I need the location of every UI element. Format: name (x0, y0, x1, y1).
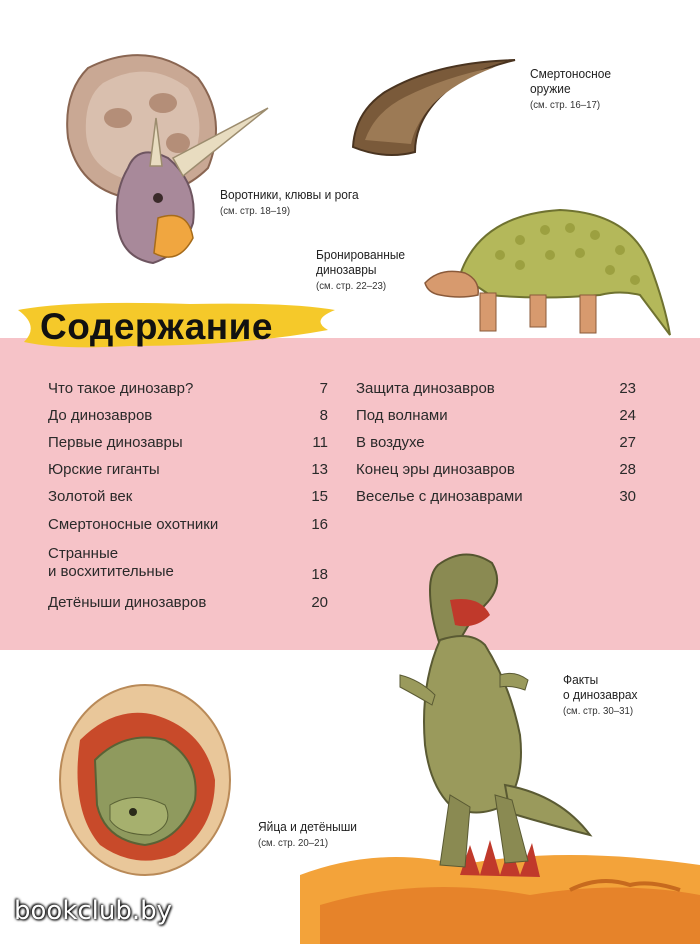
caption-weapon (530, 66, 611, 113)
toc-item[interactable] (48, 545, 174, 581)
contents-heading: Содержание (40, 306, 273, 347)
egg-hatchling-illustration (55, 680, 235, 880)
toc-item[interactable]: Золотой век (48, 488, 133, 505)
caption-frills-title: Воротники, клювы и рога (220, 187, 359, 202)
toc-page-number: 20 (311, 594, 328, 611)
toc-page-number: 11 (312, 434, 328, 451)
toc-item[interactable]: Юрские гиганты (48, 461, 160, 478)
toc-page-number: 30 (619, 488, 636, 505)
toc-page-number: 28 (619, 461, 636, 478)
caption-eggs-title: Яйца и детёныши (258, 819, 357, 834)
toc-page-number: 27 (619, 434, 636, 451)
toc-page-number: 13 (311, 461, 328, 478)
toc-page-number: 8 (319, 407, 328, 424)
toc-page-number: 23 (619, 380, 636, 397)
toc-item[interactable]: Веселье с динозаврами (356, 488, 523, 505)
toc-page-number: 24 (619, 407, 636, 424)
toc-item[interactable]: Конец эры динозавров (356, 461, 515, 478)
toc-item[interactable]: Под волнами (356, 407, 448, 424)
toc-page-number: 18 (311, 566, 328, 583)
tyrannosaurus-illustration (300, 545, 700, 944)
caption-eggs-ref: (см. стр. 20–21) (258, 837, 329, 849)
toc-item[interactable]: Детёныши динозавров (48, 594, 207, 611)
caption-weapon-ref: (см. стр. 16–17) (530, 99, 601, 111)
toc-page-number: 7 (319, 380, 328, 397)
toc-item-line2: и восхитительные (48, 563, 174, 580)
caption-facts-line2: о динозаврах (563, 687, 638, 702)
triceratops-illustration (58, 48, 278, 276)
caption-weapon-line1: Смертоносное (530, 66, 612, 81)
toc-page-number: 15 (311, 488, 328, 505)
caption-armored (316, 247, 405, 294)
toc-item-line1: Странные (48, 545, 119, 562)
toc-item[interactable]: До динозавров (48, 407, 153, 424)
armored-dinosaur-illustration (420, 195, 675, 345)
toc-item[interactable]: В воздухе (356, 434, 425, 451)
caption-facts-line1: Факты (563, 672, 599, 687)
toc-item[interactable]: Защита динозавров (356, 380, 495, 397)
caption-frills (220, 187, 359, 219)
toc-item[interactable]: Смертоносные охотники (48, 516, 219, 533)
caption-facts-ref: (см. стр. 30–31) (563, 705, 634, 717)
caption-armored-line2: динозавры (316, 262, 377, 277)
toc-item[interactable]: Первые динозавры (48, 434, 183, 451)
watermark: bookclub.by (14, 896, 173, 926)
toc-page-number: 16 (311, 516, 328, 533)
caption-armored-ref: (см. стр. 22–23) (316, 280, 387, 292)
caption-frills-ref: (см. стр. 18–19) (220, 205, 291, 217)
caption-eggs (258, 819, 357, 851)
caption-weapon-line2: оружие (530, 81, 571, 96)
caption-armored-line1: Бронированные (316, 247, 406, 262)
caption-facts (563, 672, 638, 719)
toc-item[interactable]: Что такое динозавр? (48, 380, 194, 397)
claw-illustration (345, 52, 525, 162)
